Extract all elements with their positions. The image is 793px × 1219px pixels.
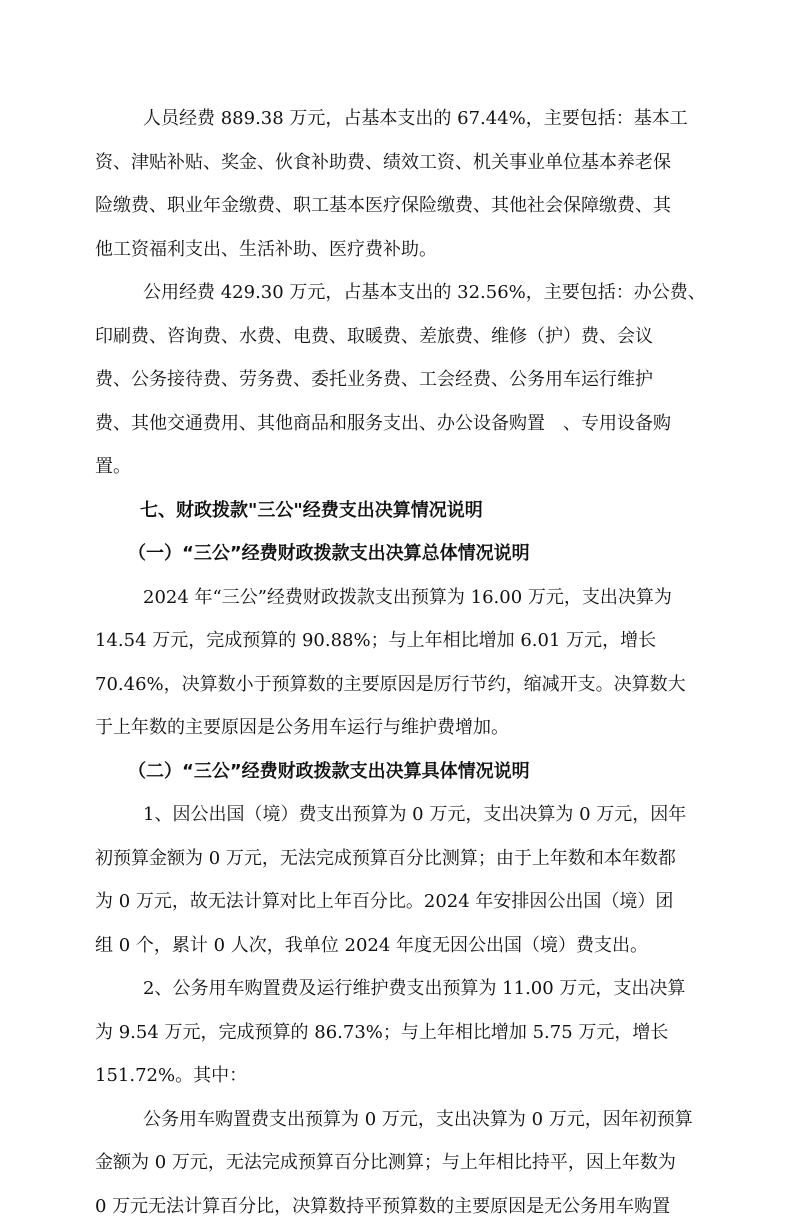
paragraph-line: 初预算金额为 0 万元，无法完成预算百分比测算；由于上年数和本年数都 (95, 847, 676, 869)
paragraph-line: 于上年数的主要原因是公务用车运行与维护费增加。 (95, 717, 509, 738)
paragraph-line: 14.54 万元，完成预算的 90.88%；与上年相比增加 6.01 万元，增长 (95, 630, 657, 651)
paragraph-line: 公用经费 429.30 万元，占基本支出的 32.56%，主要包括：办公费、 (143, 282, 706, 303)
paragraph-line: 2024 年“三公”经费财政拨款支出预算为 16.00 万元，支出决算为 (143, 586, 672, 608)
section-heading: 七、财政拨款"三公"经费支出决算情况说明 (140, 499, 483, 521)
paragraph-line: 费、公务接待费、劳务费、委托业务费、工会经费、公务用车运行维护 (95, 369, 653, 390)
paragraph-line: 2、公务用车购置费及运行维护费支出预算为 11.00 万元，支出决算 (143, 978, 686, 999)
paragraph-line: 置。 (95, 456, 131, 477)
subsection-heading: （一）“三公”经费财政拨款支出决算总体情况说明 (128, 543, 530, 564)
paragraph-line: 费、其他交通费用、其他商品和服务支出、办公设备购置 、专用设备购 (95, 412, 671, 434)
paragraph-line: 1、因公出国（境）费支出预算为 0 万元，支出决算为 0 万元，因年 (143, 804, 687, 825)
paragraph-line: 70.46%，决算数小于预算数的主要原因是厉行节约，缩减开支。决算数大 (95, 673, 686, 695)
paragraph-line: 为 0 万元，故无法计算对比上年百分比。2024 年安排因公出国（境）团 (95, 891, 674, 912)
subsection-heading: （二）“三公”经费财政拨款支出决算具体情况说明 (128, 760, 530, 782)
paragraph-line: 资、津贴补贴、奖金、伙食补助费、绩效工资、机关事业单位基本养老保 (95, 151, 671, 173)
paragraph-line: 151.72%。其中： (95, 1065, 248, 1086)
paragraph-line: 险缴费、职业年金缴费、职工基本医疗保险缴费、其他社会保障缴费、其 (95, 195, 671, 216)
paragraph-line: 0 万元无法计算百分比，决算数持平预算数的主要原因是无公务用车购置 (95, 1195, 671, 1217)
paragraph-line: 人员经费 889.38 万元，占基本支出的 67.44%，主要包括：基本工 (143, 108, 688, 129)
paragraph-line: 印刷费、咨询费、水费、电费、取暖费、差旅费、维修（护）费、会议 (95, 325, 653, 347)
paragraph-line: 金额为 0 万元，无法完成预算百分比测算；与上年相比持平，因上年数为 (95, 1152, 676, 1173)
paragraph-line: 他工资福利支出、生活补助、医疗费补助。 (95, 238, 437, 260)
paragraph-line: 公务用车购置费支出预算为 0 万元，支出决算为 0 万元，因年初预算 (143, 1108, 693, 1130)
paragraph-line: 为 9.54 万元，完成预算的 86.73%；与上年相比增加 5.75 万元，增长 (95, 1021, 669, 1043)
paragraph-line: 组 0 个，累计 0 人次，我单位 2024 年度无因公出国（境）费支出。 (95, 934, 649, 956)
